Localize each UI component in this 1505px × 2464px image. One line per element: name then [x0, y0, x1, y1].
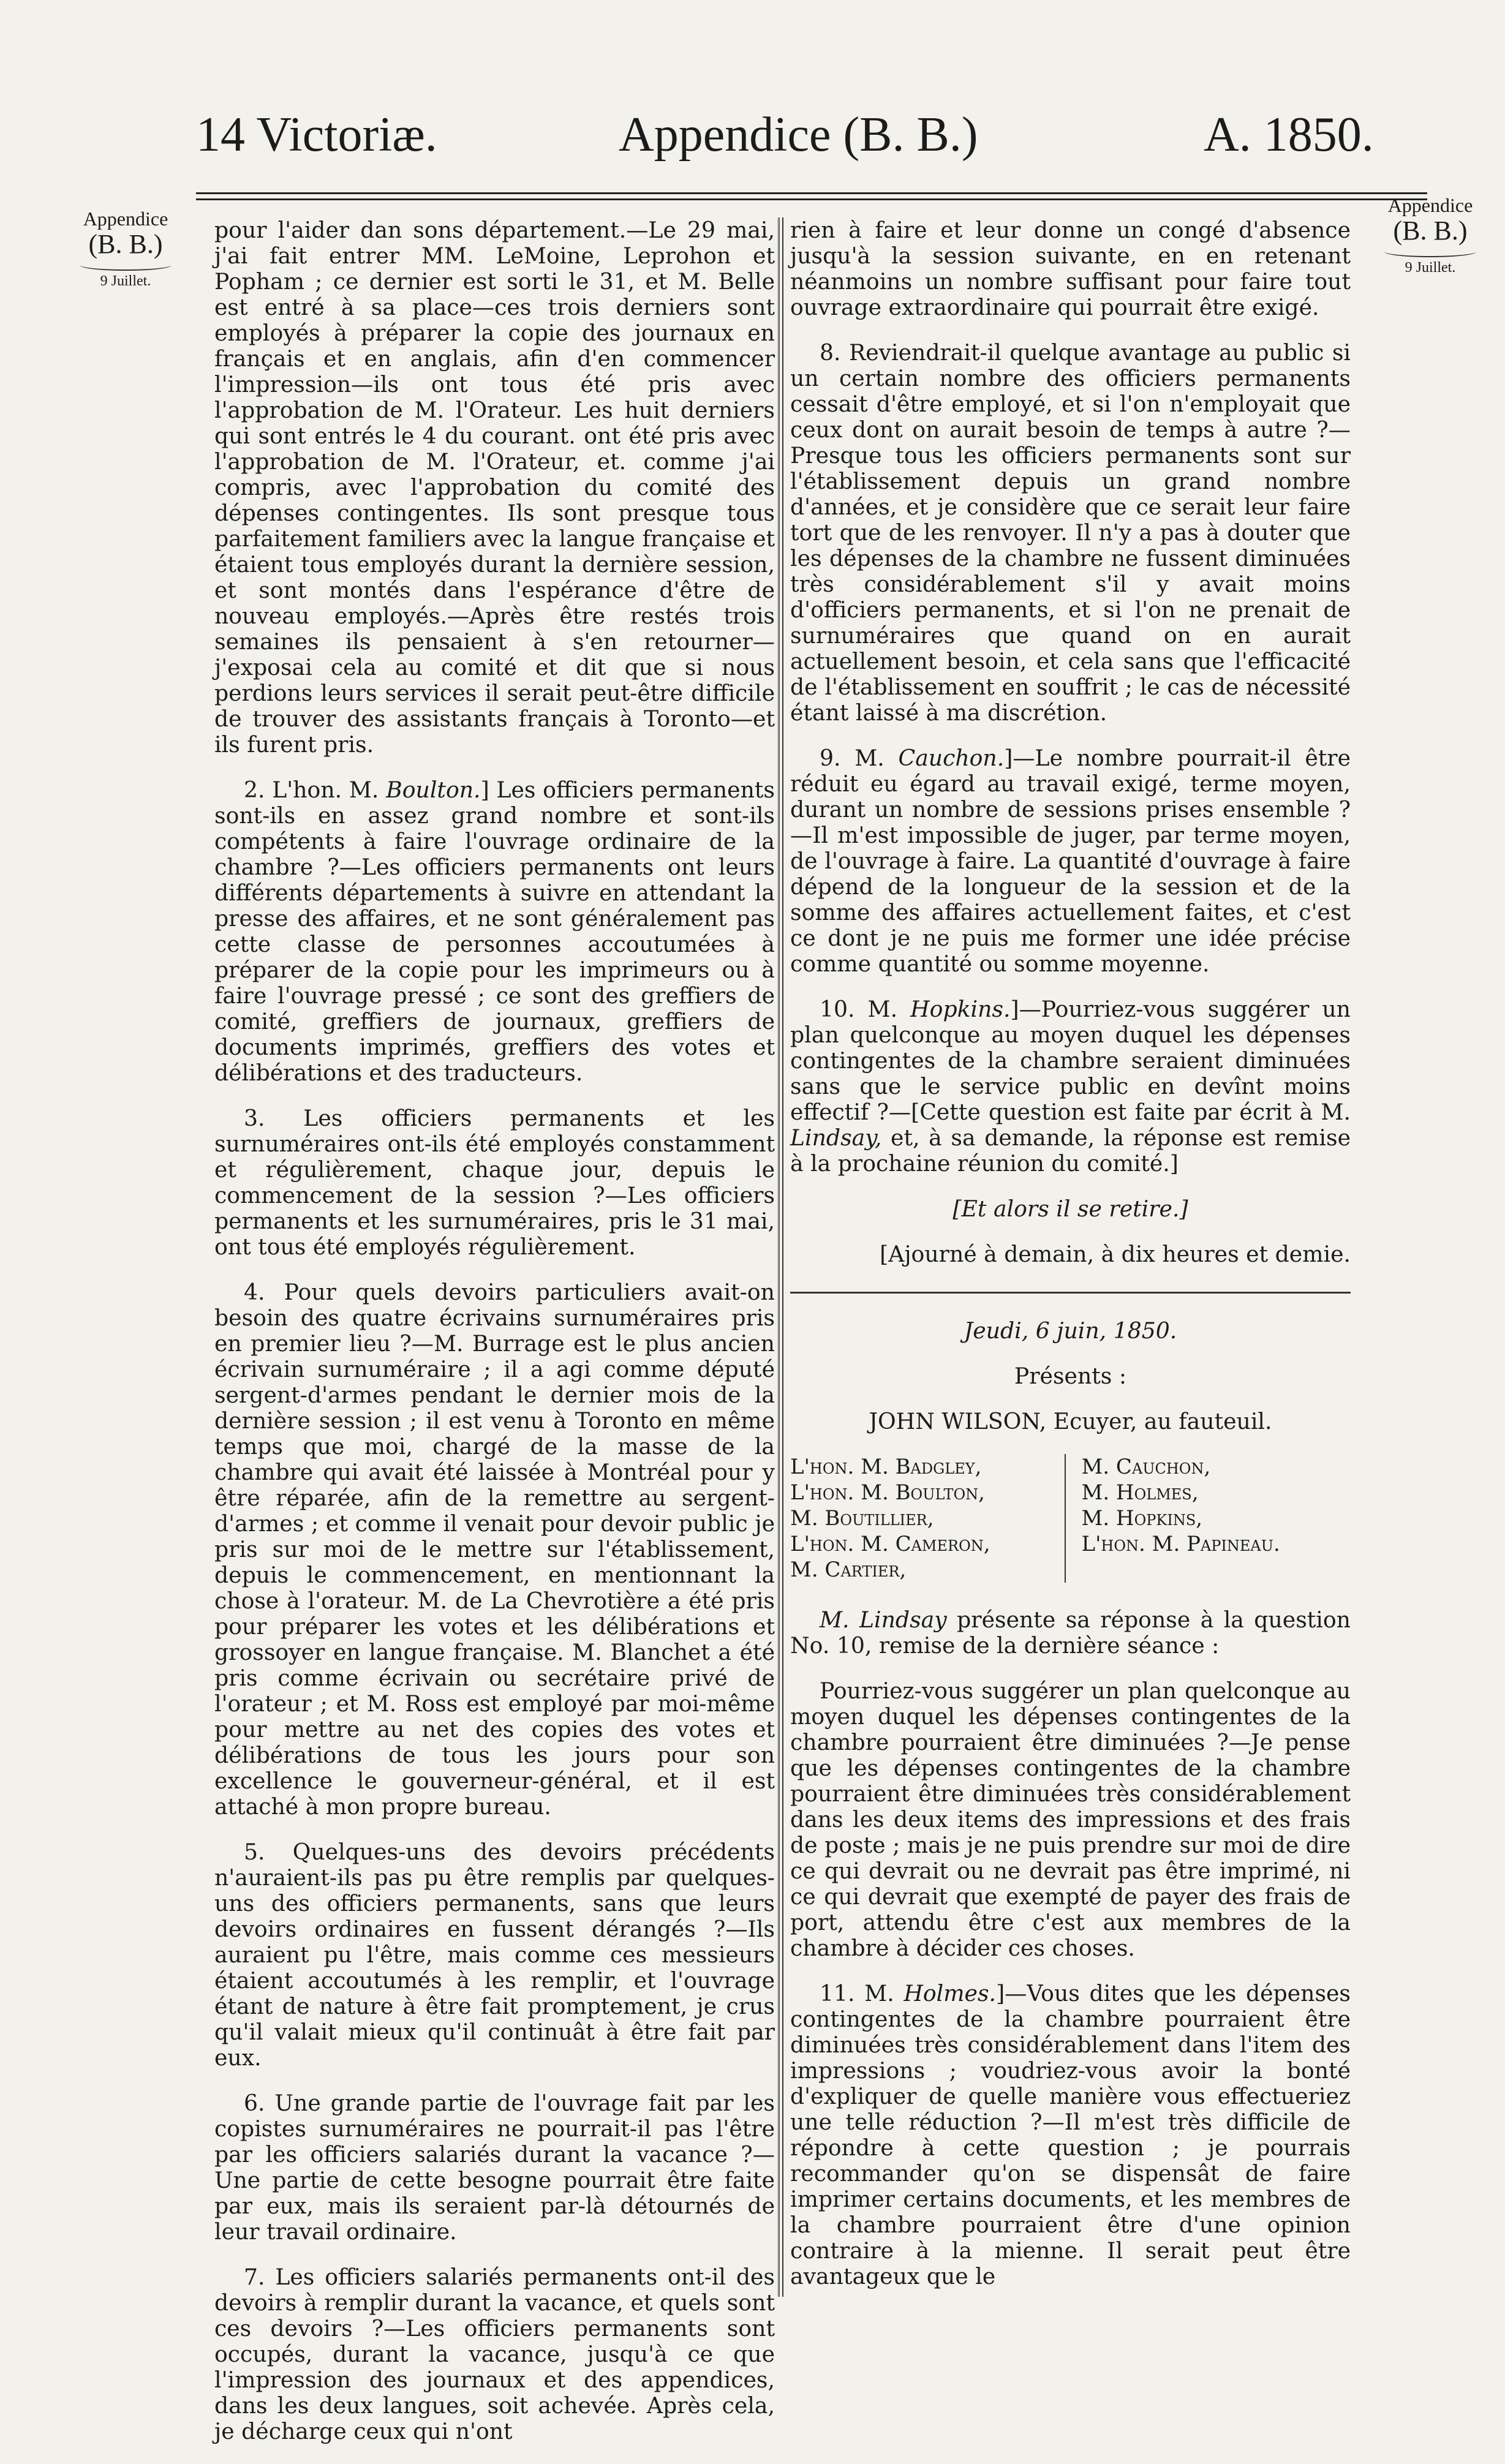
- paragraph-continued: rien à faire et leur donne un congé d'absence jusqu'à la session suivante, en en retenant néanmoins un nombre suffisant pour faire tout ouvrage extraordinaire qui pourrait être exigé.: [790, 217, 1351, 320]
- question-5: 5. Quelques-uns des devoirs précédents n'auraient-ils pas pu être remplis par quelques-uns des officiers permanents, sans que leurs devoirs ordinaires en fussent dérangés ?—Ils auraient pu l'être, mais comme ces messieurs étaient accoutumés à les remplir, et l'ouvrage étant de nature à être fait promptement, je crus qu'il valait mieux qu'il continuât à être fait par eux.: [214, 1839, 775, 2071]
- member-entry: L'hon. M. Cameron,: [790, 1532, 990, 1556]
- lindsay-text: présente sa réponse à la question No. 10, remise de la dernière séance :: [790, 1607, 1351, 1659]
- margin-left-bb: (B. B.): [88, 229, 163, 260]
- margin-right-appendice: Appendice: [1387, 194, 1473, 216]
- section-rule: [790, 1292, 1351, 1294]
- presents-heading: Présents :: [1014, 1363, 1127, 1389]
- margin-left-brace: [80, 260, 172, 271]
- margin-left-appendice: Appendice: [83, 208, 168, 230]
- question-6: 6. Une grande partie de l'ouvrage fait par les copistes surnuméraires ne pourrait-il pas l'être par les officiers salariés durant la vacance ?—Une partie de cette besogne pourrait être faite par eux, mais ils seraient par-là détournés de leur travail ordinaire.: [214, 2090, 775, 2245]
- margin-left-date: 9 Juillet.: [100, 273, 151, 289]
- meeting-date: Jeudi, 6 juin, 1850.: [964, 1317, 1177, 1344]
- header-year: A. 1850.: [1204, 108, 1374, 162]
- question-2: [214, 777, 775, 1086]
- retire-note: [Et alors il se retire.]: [952, 1196, 1188, 1222]
- header-rule-top: [196, 192, 1427, 194]
- margin-note-right: [1366, 195, 1495, 276]
- q9-number: 9. M.: [820, 745, 899, 771]
- q11-text: ]—Vous dites que les dépenses contingentes de la chambre pourraient être diminuées très considérablement dans l'item des impressions ; voudriez-vous avoir la bonté d'expliquer de quelle manière vous effectueriez une telle réduction ?—Il m'est très difficile de répondre à cette question ; je pourrais recommander qu'on se dispensât de faire imprimer certains documents, et les membres de la chambre pourraient être d'une opinion contraire à la mienne. Il serait peut être avantageux que le: [790, 1980, 1351, 2289]
- question-10: [790, 997, 1351, 1177]
- q9-text: ]—Le nombre pourrait-il être réduit eu égard au travail exigé, terme moyen, durant un nombre de sessions prises ensemble ?—Il m'est impossible de juger, par terme moyen, de l'ouvrage à faire. La quantité d'ouvrage à faire dépend de la longueur de la session et de la somme des affaires actuellement faites, et c'est ce dont je ne puis me former une idée précise comme quantité ou somme moyenne.: [790, 745, 1351, 977]
- column-divider: [778, 217, 783, 2297]
- margin-right-date: 9 Juillet.: [1405, 259, 1456, 276]
- paragraph-intro: pour l'aider dan sons département.—Le 29 mai, j'ai fait entrer MM. LeMoine, Leprohon et Popham ; ce dernier est sorti le 31, et M. Belle est entré à sa place—ces trois derniers sont employés à préparer la copie des journaux en français et en anglais, afin d'en commencer l'impression—ils ont tous été pris avec l'approbation de M. l'Orateur. Les huit derniers qui sont entrés le 4 du courant. ont été pris avec l'approbation de M. l'Orateur, et. comme j'ai compris, avec l'approbation du comité des dépenses contingentes. Ils sont presque tous parfaitement familiers avec la langue française et étaient tous employés durant la dernière session, et sont montés dans l'espérance d'être de nouveau employés.—Après être restés trois semaines ils pensaient à s'en retourner—j'exposai cela au comité et dit que si nous perdions leurs services il serait peut-être difficile de trouver des assistants français à Toronto—et ils furent pris.: [214, 217, 775, 758]
- lindsay-name: M. Lindsay: [820, 1607, 947, 1633]
- members-right-column: [1066, 1454, 1351, 1583]
- chair-line: JOHN WILSON, Ecuyer, au fauteuil.: [869, 1408, 1272, 1434]
- member-entry: M. Cauchon,: [1081, 1455, 1211, 1479]
- member-entry: L'hon. M. Boulton,: [790, 1480, 985, 1505]
- q10-lindsay: Lindsay,: [790, 1125, 882, 1151]
- members-left-column: [790, 1454, 1066, 1583]
- q2-text: ] Les officiers permanents sont-ils en assez grand nombre et sont-ils compétents à faire l'ouvrage ordinaire de la chambre ?—Les officiers permanents ont leurs différents départements à suivre en attendant la presse des affaires, et ne sont généralement pas cette classe de personnes accoutumées à préparer de la copie pour les imprimeurs ou à faire l'ouvrage pressé ; ce sont des greffiers de comité, greffiers de journaux, greffiers de documents imprimés, greffiers des votes et délibérations et des traducteurs.: [214, 777, 775, 1086]
- margin-right-brace: [1384, 246, 1476, 257]
- member-entry: M. Hopkins,: [1081, 1506, 1203, 1531]
- q10-number: 10. M.: [820, 996, 911, 1022]
- q10-text-a: ]—Pourriez-vous suggérer un plan quelconque au moyen duquel les dépenses contingentes de la chambre seraient diminuées sans que le service public en devînt moins effectif ?—[Cette question est faite par écrit à M.: [790, 996, 1351, 1125]
- member-entry: M. Holmes,: [1081, 1480, 1199, 1505]
- q11-number: 11. M.: [820, 1980, 904, 2006]
- member-entry: L'hon. M. Badgley,: [790, 1455, 982, 1479]
- q11-name: Holmes.: [903, 1980, 997, 2006]
- question-9: [790, 745, 1351, 977]
- q9-name: Cauchon.: [898, 745, 1005, 771]
- answer-10: Pourriez-vous suggérer un plan quelconque au moyen duquel les dépenses contingentes de la chambre pourraient être diminuées ?—Je pense que les dépenses contingentes de la chambre pourraient être diminuées très considérablement dans les deux items des impressions et des frais de poste ; mais je ne puis prendre sur moi de dire ce qui devrait ou ne devrait pas être imprimé, ni ce qui devrait que exempté de payer des frais de port, attendu être c'est aux membres de la chambre à décider ces choses.: [790, 1678, 1351, 1961]
- q10-name: Hopkins.: [910, 996, 1011, 1022]
- left-column: [214, 217, 775, 2464]
- member-entry: L'hon. M. Papineau.: [1081, 1532, 1280, 1556]
- adjourn-note: [Ajourné à demain, à dix heures et demie.: [880, 1241, 1351, 1267]
- member-entry: M. Cartier,: [790, 1558, 907, 1582]
- right-column: [790, 217, 1351, 2309]
- question-4: 4. Pour quels devoirs particuliers avait-on besoin des quatre écrivains surnuméraires pris en premier lieu ?—M. Burrage est le plus ancien écrivain surnuméraire ; il a agi comme député sergent-d'armes pendant le dernier mois de la dernière session ; il est venu à Toronto en même temps que moi, chargé de la masse de la chambre qui avait été laissée à Montréal pour y être réparée, afin de la remettre au sergent-d'armes ; et comme il venait pour devoir public je pris sur moi de le mettre sur l'établissement, depuis le commencement, en mentionnant la chose à l'orateur. M. de La Chevrotière a été pris pour préparer les votes et les délibérations et grossoyer en langue française. M. Blanchet a été pris comme écrivain ou secrétaire privé de l'orateur ; et M. Ross est employé par moi-même pour mettre au net des copies des votes et délibérations de tous les jours pour son excellence le gouverneur-général, et il est attaché à mon propre bureau.: [214, 1279, 775, 1820]
- question-11: [790, 1981, 1351, 2289]
- header-title: Appendice (B. B.): [619, 108, 978, 162]
- margin-note-left: [61, 208, 190, 289]
- q10-text-b: et, à sa demande, la réponse est remise à la prochaine réunion du comité.]: [790, 1125, 1351, 1177]
- margin-right-bb: (B. B.): [1393, 216, 1468, 246]
- question-7: 7. Les officiers salariés permanents ont-il des devoirs à remplir durant la vacance, et quels sont ces devoirs ?—Les officiers permanents sont occupés, durant la vacance, jusqu'à ce que l'impression des journaux et des appendices, dans les deux langues, soit achevée. Après cela, je décharge ceux qui n'ont: [214, 2264, 775, 2444]
- header-rule-bottom: [196, 198, 1427, 200]
- lindsay-intro: [790, 1607, 1351, 1659]
- question-8: 8. Reviendrait-il quelque avantage au public si un certain nombre des officiers permanents cessait d'être employé, et si l'on n'employait que ceux dont on aurait besoin de temps à autre ?—Presque tous les officiers permanents sont sur l'établissement depuis un grand nombre d'années, et je considère que ce serait leur faire tort que de les renvoyer. Il n'y a pas à douter que les dépenses de la chambre ne fussent diminuées très considérablement s'il y avait moins d'officiers permanents, et si l'on ne prenait de surnuméraires que quand on en aurait actuellement besoin, et cela sans que l'efficacité de l'établissement en souffrit ; le cas de nécessité étant laissé à ma discrétion.: [790, 339, 1351, 726]
- question-3: 3. Les officiers permanents et les surnuméraires ont-ils été employés constamment et régulièrement, chaque jour, depuis le commencement de la session ?—Les officiers permanents et les surnuméraires, pris le 31 mai, ont tous été employés régulièrement.: [214, 1105, 775, 1260]
- members-list: [790, 1454, 1351, 1583]
- q2-name: Boulton.: [386, 777, 481, 803]
- q2-number: 2. L'hon. M.: [244, 777, 387, 803]
- member-entry: M. Boutillier,: [790, 1506, 934, 1531]
- header-left: 14 Victoriæ.: [196, 108, 437, 162]
